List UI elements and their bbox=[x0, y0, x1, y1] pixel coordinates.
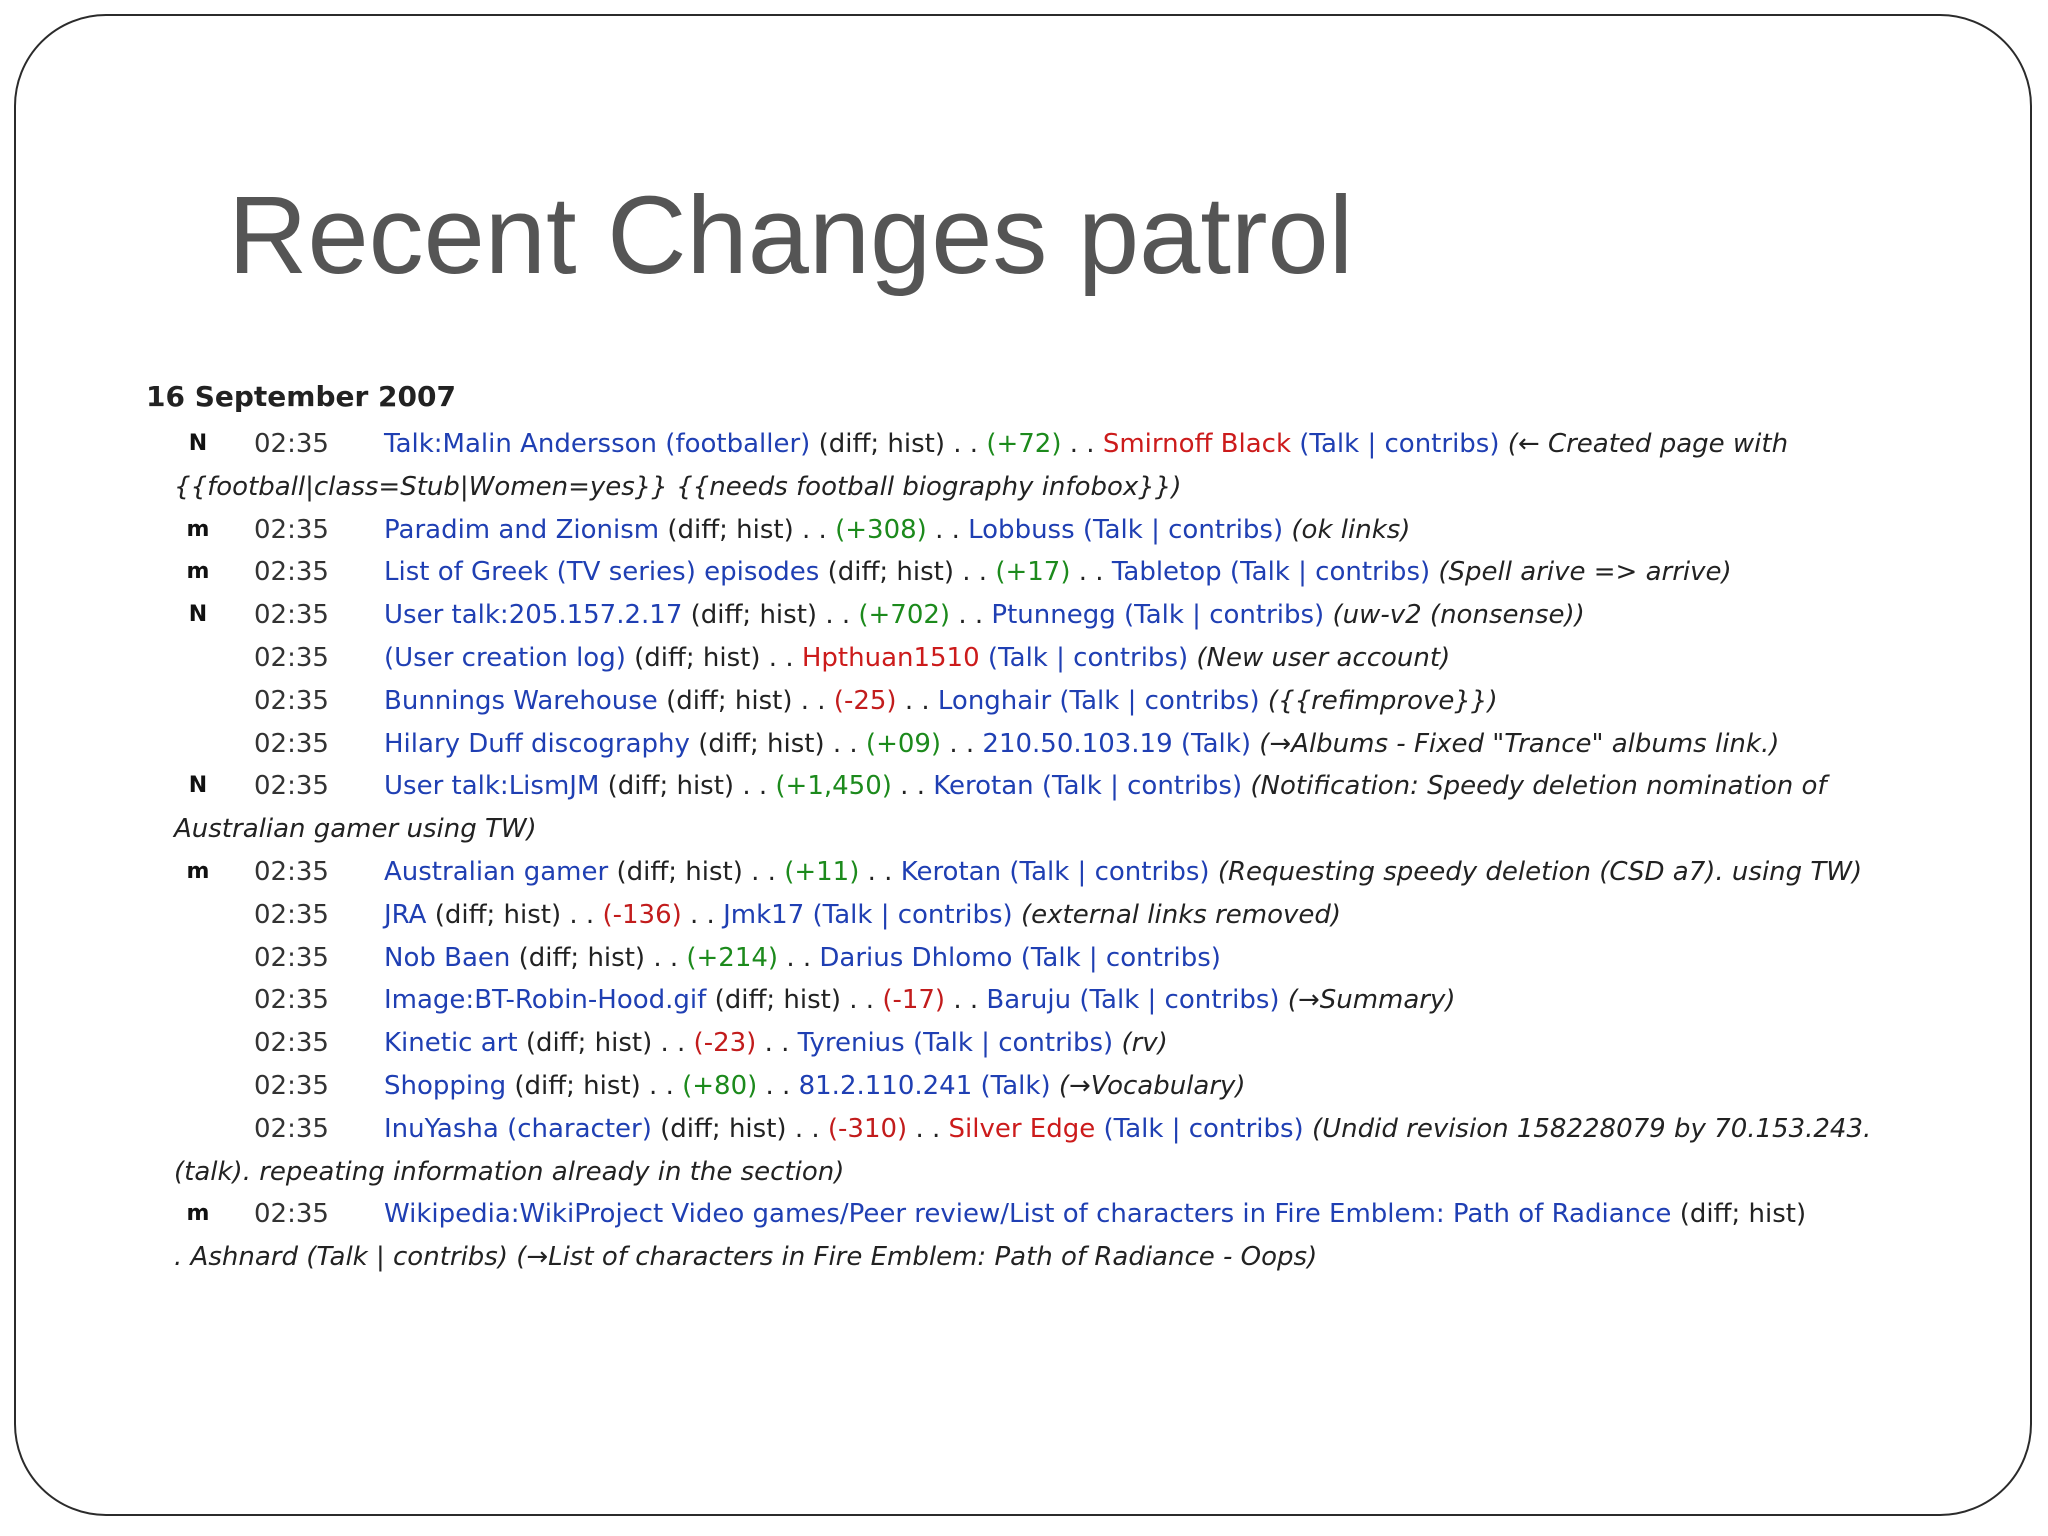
diff-hist-links[interactable]: (diff; hist) bbox=[434, 899, 562, 930]
edit-summary: (Undid revision 158228079 by 70.153.243. bbox=[1311, 1113, 1872, 1144]
change-row-continuation bbox=[146, 1237, 1768, 1277]
diff-hist-links[interactable]: (diff; hist) bbox=[698, 728, 825, 759]
edit-summary-continuation: . Ashnard (Talk | contribs) (→List of characters in Fire Emblem: Path of Radiance - Oops) bbox=[174, 1242, 1318, 1273]
page-link[interactable]: Image:BT-Robin-Hood.gif bbox=[384, 985, 707, 1016]
change-row bbox=[146, 1066, 1768, 1106]
talk-contribs-links[interactable]: (Talk | contribs) bbox=[812, 899, 1013, 930]
change-body bbox=[384, 1066, 1246, 1106]
talk-contribs-links[interactable]: (Talk) bbox=[980, 1071, 1051, 1101]
talk-contribs-links[interactable]: (Talk | contribs) bbox=[1229, 557, 1431, 588]
edit-summary: (→Vocabulary) bbox=[1058, 1071, 1246, 1101]
change-flag bbox=[186, 895, 210, 917]
change-row bbox=[146, 724, 1780, 764]
separator: . . bbox=[802, 514, 827, 545]
change-body bbox=[384, 1023, 1168, 1063]
talk-contribs-links[interactable]: (Talk | contribs) bbox=[987, 643, 1189, 673]
page-link[interactable]: Paradim and Zionism bbox=[384, 514, 660, 545]
change-body bbox=[384, 766, 1827, 806]
page-link[interactable]: (User creation log) bbox=[384, 643, 626, 673]
change-time: 02:35 bbox=[254, 985, 329, 1016]
change-flag bbox=[186, 1066, 210, 1088]
talk-contribs-links[interactable]: (Talk | contribs) bbox=[1079, 985, 1280, 1016]
user-link[interactable]: Ptunnegg bbox=[991, 600, 1116, 631]
user-link[interactable]: Kerotan bbox=[900, 857, 1002, 887]
user-link[interactable]: Longhair bbox=[937, 685, 1052, 716]
change-row bbox=[146, 980, 1768, 1020]
edit-summary: (New user account) bbox=[1196, 643, 1451, 673]
user-link[interactable]: Tabletop bbox=[1111, 557, 1222, 588]
separator: . . bbox=[794, 1113, 820, 1144]
change-time: 02:35 bbox=[254, 429, 329, 459]
edit-summary: (Notification: Speedy deletion nomination of bbox=[1250, 771, 1827, 802]
talk-contribs-links[interactable]: (Talk | contribs) bbox=[1041, 771, 1243, 802]
page-link[interactable]: Talk:Malin Andersson (footballer) bbox=[384, 429, 811, 459]
change-flag bbox=[186, 638, 210, 660]
edit-summary: (ok links) bbox=[1291, 514, 1411, 545]
size-delta: (+1,450) bbox=[775, 771, 892, 802]
change-flag: N bbox=[188, 602, 208, 628]
diff-hist-links[interactable]: (diff; hist) bbox=[667, 514, 794, 545]
size-delta: (-25) bbox=[833, 685, 897, 716]
change-flag: m bbox=[186, 516, 210, 542]
edit-summary: (external links removed) bbox=[1020, 899, 1342, 930]
size-delta: (-136) bbox=[602, 899, 682, 930]
diff-hist-links[interactable]: (diff; hist) bbox=[525, 1028, 653, 1059]
edit-summary: (rv) bbox=[1121, 1028, 1168, 1059]
talk-contribs-links[interactable]: (Talk | contribs) bbox=[1103, 1113, 1304, 1144]
change-row-continuation bbox=[146, 809, 1768, 849]
diff-hist-links[interactable]: (diff; hist) bbox=[666, 685, 793, 716]
change-time: 02:35 bbox=[254, 514, 329, 545]
talk-contribs-links[interactable]: (Talk | contribs) bbox=[912, 1028, 1114, 1059]
separator: . . bbox=[690, 899, 715, 930]
change-row bbox=[146, 852, 1863, 892]
edit-summary: ({{refimprove}}) bbox=[1267, 685, 1498, 716]
change-body bbox=[384, 895, 1341, 935]
diff-hist-links[interactable]: (diff; hist) bbox=[616, 857, 743, 887]
change-row bbox=[146, 766, 1827, 806]
change-body bbox=[384, 980, 1456, 1020]
user-link[interactable]: Lobbuss bbox=[968, 514, 1075, 545]
diff-hist-links[interactable]: (diff; hist) bbox=[827, 557, 954, 588]
talk-contribs-links[interactable]: (Talk | contribs) bbox=[1123, 600, 1325, 631]
change-time: 02:35 bbox=[254, 899, 329, 930]
change-row bbox=[146, 895, 1768, 935]
separator: . . bbox=[849, 985, 875, 1016]
separator: . . bbox=[915, 1113, 941, 1144]
separator: . . bbox=[904, 685, 930, 716]
diff-hist-links[interactable]: (diff; hist) bbox=[634, 643, 761, 673]
page-link[interactable]: Bunnings Warehouse bbox=[384, 685, 658, 716]
user-link[interactable]: 81.2.110.241 bbox=[798, 1071, 973, 1101]
talk-contribs-links[interactable]: (Talk | contribs) bbox=[1059, 685, 1260, 716]
change-row bbox=[146, 1109, 1872, 1149]
separator: . . bbox=[569, 899, 595, 930]
user-link[interactable]: Silver Edge bbox=[948, 1113, 1096, 1144]
size-delta: (+09) bbox=[865, 728, 942, 759]
change-flag bbox=[186, 1023, 210, 1045]
size-delta: (+702) bbox=[858, 600, 951, 631]
diff-hist-links[interactable]: (diff; hist) bbox=[714, 985, 841, 1016]
change-flag bbox=[186, 980, 210, 1002]
separator: . . bbox=[765, 1071, 791, 1101]
change-body bbox=[384, 510, 1410, 550]
separator: . . bbox=[649, 1071, 674, 1101]
page-link[interactable]: Hilary Duff discography bbox=[384, 728, 690, 759]
change-time: 02:35 bbox=[254, 557, 329, 588]
separator: . . bbox=[1069, 429, 1095, 459]
separator: . . bbox=[935, 514, 960, 545]
change-body bbox=[384, 638, 1450, 678]
edit-summary: (Spell arive => arrive) bbox=[1438, 557, 1732, 588]
change-body bbox=[384, 852, 1862, 892]
edit-summary: (Requesting speedy deletion (CSD a7). using TW) bbox=[1217, 857, 1863, 887]
page-link[interactable]: User talk:205.157.2.17 bbox=[384, 600, 683, 631]
change-row bbox=[146, 510, 1768, 550]
change-time: 02:35 bbox=[254, 857, 329, 887]
change-body bbox=[384, 552, 1732, 592]
size-delta: (-23) bbox=[693, 1028, 757, 1059]
separator: . . bbox=[742, 771, 768, 802]
change-time: 02:35 bbox=[254, 1028, 329, 1059]
change-time: 02:35 bbox=[254, 685, 329, 716]
change-body bbox=[384, 1109, 1871, 1149]
edit-summary-continuation: (talk). repeating information already in the section) bbox=[174, 1156, 845, 1187]
user-link[interactable]: Baruju bbox=[986, 985, 1072, 1016]
separator: . . bbox=[949, 728, 975, 759]
change-body bbox=[384, 1194, 1806, 1234]
size-delta: (+17) bbox=[995, 557, 1071, 588]
separator: . . bbox=[953, 429, 979, 459]
diff-hist-links[interactable]: (diff; hist) bbox=[514, 1071, 641, 1101]
size-delta: (-310) bbox=[827, 1113, 908, 1144]
change-body bbox=[384, 938, 1221, 978]
diff-hist-links[interactable]: (diff; hist) bbox=[690, 600, 818, 631]
separator: . . bbox=[751, 857, 776, 887]
change-row bbox=[146, 595, 1768, 635]
change-time: 02:35 bbox=[254, 643, 329, 673]
separator: . . bbox=[825, 600, 851, 631]
change-flag bbox=[186, 724, 210, 746]
diff-hist-links[interactable]: (diff; hist) bbox=[518, 942, 646, 973]
size-delta: (+11) bbox=[784, 857, 860, 887]
separator: . . bbox=[800, 685, 826, 716]
size-delta: (-17) bbox=[882, 985, 946, 1016]
talk-contribs-links[interactable]: (Talk) bbox=[1180, 728, 1251, 759]
diff-hist-links[interactable]: (diff; hist) bbox=[818, 429, 945, 459]
size-delta: (+308) bbox=[835, 514, 927, 545]
change-time: 02:35 bbox=[254, 942, 329, 973]
page-link[interactable]: Kinetic art bbox=[384, 1028, 518, 1059]
page-link[interactable]: List of Greek (TV series) episodes bbox=[384, 557, 820, 588]
diff-hist-links[interactable]: (diff; hist) bbox=[1679, 1199, 1807, 1230]
size-delta: (+214) bbox=[686, 942, 779, 973]
separator: . . bbox=[962, 557, 988, 588]
separator: . . bbox=[867, 857, 893, 887]
slide-title: Recent Changes patrol bbox=[228, 174, 1354, 297]
change-time: 02:35 bbox=[254, 600, 329, 631]
change-row bbox=[146, 1023, 1768, 1063]
diff-hist-links[interactable]: (diff; hist) bbox=[660, 1113, 787, 1144]
change-body bbox=[384, 681, 1498, 721]
edit-summary-continuation: Australian gamer using TW) bbox=[174, 814, 537, 845]
change-flag: m bbox=[186, 559, 210, 585]
talk-contribs-links[interactable]: (Talk | contribs) bbox=[1009, 857, 1210, 887]
change-time: 02:35 bbox=[254, 1113, 329, 1144]
edit-summary: (→Albums - Fixed "Trance" albums link.) bbox=[1259, 728, 1780, 759]
change-body bbox=[384, 595, 1585, 635]
separator: . . bbox=[653, 942, 679, 973]
page-link[interactable]: Shopping bbox=[384, 1071, 507, 1101]
change-row bbox=[146, 681, 1768, 721]
change-flag: m bbox=[186, 1201, 210, 1227]
page-link[interactable]: InuYasha (character) bbox=[384, 1113, 652, 1144]
change-flag: N bbox=[188, 773, 208, 799]
page-link[interactable]: User talk:LismJM bbox=[384, 771, 600, 802]
change-time: 02:35 bbox=[254, 1071, 329, 1101]
talk-contribs-links[interactable]: (Talk | contribs) bbox=[1020, 942, 1221, 973]
separator: . . bbox=[958, 600, 984, 631]
size-delta: (+80) bbox=[682, 1071, 758, 1101]
change-flag bbox=[186, 1109, 210, 1131]
page-link[interactable]: Wikipedia:WikiProject Video games/Peer review/List of characters in Fire Emblem: Path of Radiance bbox=[384, 1199, 1672, 1230]
change-flag: m bbox=[186, 859, 210, 884]
separator: . . bbox=[764, 1028, 790, 1059]
user-link[interactable]: Kerotan bbox=[933, 771, 1034, 802]
change-time: 02:35 bbox=[254, 1199, 329, 1230]
talk-contribs-links[interactable]: (Talk | contribs) bbox=[1299, 429, 1500, 459]
separator: . . bbox=[1078, 557, 1104, 588]
user-link[interactable]: Jmk17 bbox=[723, 899, 805, 930]
change-flag bbox=[186, 681, 210, 703]
separator: . . bbox=[953, 985, 979, 1016]
change-row bbox=[146, 938, 1768, 978]
edit-summary: (→Summary) bbox=[1287, 985, 1456, 1016]
talk-contribs-links[interactable]: (Talk | contribs) bbox=[1082, 514, 1284, 545]
separator: . . bbox=[900, 771, 925, 802]
separator: . . bbox=[768, 643, 794, 673]
edit-summary-continuation: {{football|class=Stub|Women=yes}} {{needs football biography infobox}}) bbox=[174, 471, 1182, 502]
user-link[interactable]: Smirnoff Black bbox=[1102, 429, 1292, 459]
change-row-continuation bbox=[146, 1152, 1768, 1192]
user-link[interactable]: Hpthuan1510 bbox=[801, 643, 980, 673]
change-time: 02:35 bbox=[254, 771, 329, 802]
user-link[interactable]: Darius Dhlomo bbox=[819, 942, 1013, 973]
page-link[interactable]: Australian gamer bbox=[384, 857, 609, 887]
change-flag: N bbox=[188, 431, 208, 456]
change-row-continuation bbox=[146, 467, 1768, 507]
edit-summary: (uw-v2 (nonsense)) bbox=[1332, 600, 1585, 631]
separator: . . bbox=[786, 942, 812, 973]
edit-summary: (← Created page with bbox=[1507, 429, 1789, 459]
change-row bbox=[146, 424, 1789, 464]
change-body bbox=[384, 424, 1788, 464]
date-heading: 16 September 2007 bbox=[146, 380, 456, 413]
change-row bbox=[146, 1194, 1807, 1234]
change-time: 02:35 bbox=[254, 728, 329, 759]
change-flag bbox=[186, 938, 210, 960]
user-link[interactable]: Tyrenius bbox=[797, 1028, 905, 1059]
change-row bbox=[146, 552, 1768, 592]
separator: . . bbox=[832, 728, 858, 759]
page-link[interactable]: Nob Baen bbox=[384, 942, 511, 973]
change-body bbox=[384, 724, 1779, 764]
size-delta: (+72) bbox=[986, 429, 1062, 459]
page-link[interactable]: JRA bbox=[384, 899, 427, 930]
separator: . . bbox=[660, 1028, 686, 1059]
recent-changes-screenshot bbox=[118, 374, 1872, 1282]
change-row bbox=[146, 638, 1768, 678]
diff-hist-links[interactable]: (diff; hist) bbox=[607, 771, 735, 802]
user-link[interactable]: 210.50.103.19 bbox=[982, 728, 1173, 759]
